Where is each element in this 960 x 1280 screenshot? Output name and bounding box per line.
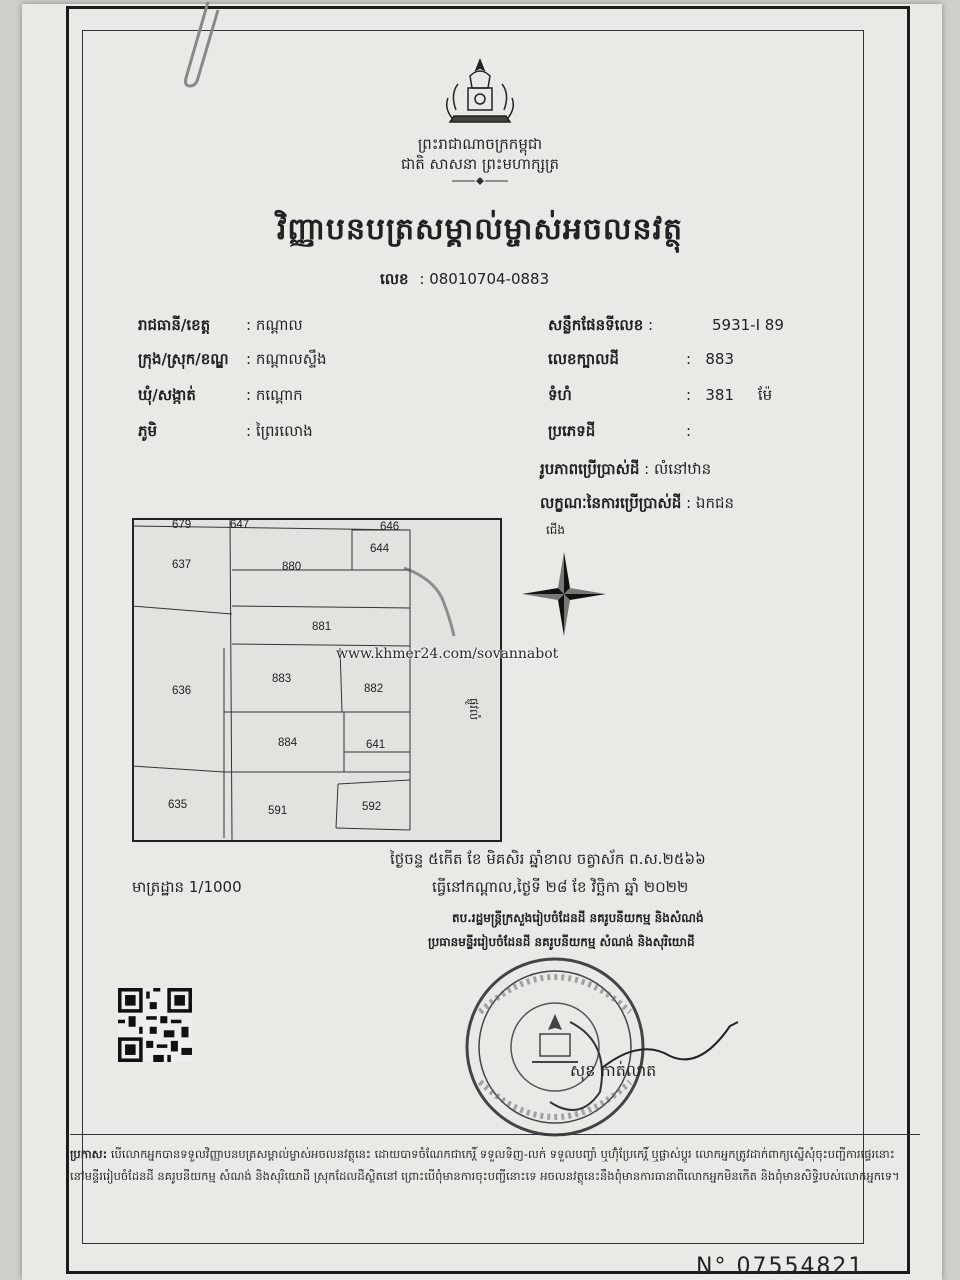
parcel-label: 880 bbox=[282, 561, 302, 573]
parcel-label: 882 bbox=[364, 683, 384, 695]
field-map-sheet-label: សន្លឹកផែនទីលេខ : bbox=[548, 316, 654, 334]
watermark-url: www.khmer24.com/sovannabot bbox=[336, 646, 559, 662]
parcel-label: 644 bbox=[370, 543, 390, 555]
qr-code-icon bbox=[118, 988, 192, 1062]
ornament-divider bbox=[450, 176, 510, 186]
field-usage-type: លក្ខណៈនៃការប្រើប្រាស់ដី : ឯកជន bbox=[540, 494, 735, 512]
road-label: ផ្លូវលំ bbox=[467, 698, 479, 720]
field-map-sheet-value: 5931-I 89 bbox=[712, 316, 784, 334]
parcel-label: 646 bbox=[380, 521, 400, 533]
parcel-label: 883 bbox=[272, 673, 292, 685]
notice-text bbox=[70, 1143, 912, 1187]
field-commune-value: : កណ្តោក bbox=[246, 386, 303, 404]
field-district-value: : កណ្តាលស្ទឹង bbox=[246, 350, 327, 368]
field-land-type-value: : bbox=[686, 422, 692, 440]
area-unit: ម៉ែ bbox=[757, 386, 773, 404]
field-province-value: : កណ្តាល bbox=[246, 316, 303, 334]
parcel-label: 647 bbox=[230, 519, 250, 531]
paper-clip-icon bbox=[178, 0, 228, 90]
notice-heading: ប្រកាស: bbox=[70, 1147, 108, 1161]
north-label: ជើង bbox=[546, 523, 566, 537]
certificate-number: លេខ : 08010704-0883 bbox=[380, 270, 550, 288]
field-commune-label: ឃុំ/សង្កាត់ bbox=[138, 386, 196, 404]
kingdom-line-2: ជាតិ សាសនា ព្រះមហាក្សត្រ bbox=[400, 155, 560, 173]
parcel-label: 637 bbox=[172, 559, 192, 571]
field-area-label: ទំហំ bbox=[548, 386, 572, 404]
parcel-label: 679 bbox=[172, 519, 192, 531]
notice-section bbox=[70, 1134, 920, 1245]
field-parcel-no-label: លេខក្បាលដី bbox=[548, 350, 619, 368]
number-value: 08010704-0883 bbox=[429, 270, 550, 288]
signatory-line-2: ប្រធានមន្ទីររៀបចំដែនដី នគរូបនីយកម្ម សំណង់ និងសុរិយោដី bbox=[428, 935, 695, 949]
map-scale: មាត្រដ្ឋាន 1/1000 bbox=[132, 878, 242, 896]
parcel-label: 884 bbox=[278, 737, 298, 749]
field-district-label: ក្រុង/ស្រុក/ខណ្ឌ bbox=[138, 350, 229, 368]
parcel-label: 641 bbox=[366, 739, 386, 751]
date-lunar: ថ្ងៃចន្ទ ៥កើត ខែ មិគសិរ ឆ្នាំខាល ចត្វាស័ក ព.ស.២៥៦៦ bbox=[390, 850, 706, 868]
compass-rose-icon bbox=[518, 548, 610, 640]
field-usage-form: រូបភាពប្រើប្រាស់ដី : លំនៅឋាន bbox=[540, 460, 712, 478]
date-solar: ធ្វើនៅកណ្តាល,ថ្ងៃទី ២៨ ខែ វិច្ឆិកា ឆ្នាំ ២០២២ bbox=[432, 878, 689, 896]
field-village-value: : ព្រៃរលោង bbox=[246, 422, 313, 440]
parcel-map bbox=[132, 518, 502, 842]
parcel-label: 635 bbox=[168, 799, 188, 811]
field-village-label: ភូមិ bbox=[138, 422, 158, 440]
parcel-label: 881 bbox=[312, 621, 332, 633]
field-area-value: : 381 ម៉ែ bbox=[686, 386, 773, 404]
field-parcel-no-value: : 883 bbox=[686, 350, 734, 368]
parcel-label: 591 bbox=[268, 805, 288, 817]
serial-number: N° 07554821 bbox=[696, 1254, 865, 1279]
kingdom-line-1: ព្រះរាជាណាចក្រកម្ពុជា bbox=[417, 135, 543, 153]
signatory-line-1: តប.រដ្ឋមន្ត្រីក្រសួងរៀបចំដែនដី នគរូបនីយកម្ម និងសំណង់ bbox=[452, 911, 704, 925]
signer-name: សុខ កាត់លាត bbox=[570, 1061, 657, 1080]
parcel-label: 636 bbox=[172, 685, 192, 697]
number-label: លេខ bbox=[380, 270, 409, 288]
parcel-label: 592 bbox=[362, 801, 382, 813]
notice-body: បើលោកអ្នកបានទទួលវិញ្ញាបនបត្រសម្គាល់ម្ចាស់អចលនវត្ថុនេះ ដោយបាទចំណែកជាកេរ្តិ៍ ទទួលទិញ-លក់ ទទួលបញ្ចាំ ឬហ៊ុំប្រែកេរ្តិ៍ ឬផ្លាស់ប្តូរ លោកអ្នកត្រូវដាក់ពាក្យស្នើសុំចុះបញ្ជីការផ្ទេរនោះ នៅមន្ទីររៀបចំដែនដី នគរូបនីយកម្ម សំណង់ និងសុរិយោដី ស្រុកដែលដីស្ថិតនៅ ព្រោះបើពុំមានការចុះបញ្ជីនោះទេ អចលនវត្ថុនេះនឹងពុំមានការធានាពីលោកអ្នកមិនកើត និងពុំមានសិទ្ធិរបស់លោកអ្នកទេ។ bbox=[70, 1147, 900, 1183]
kingdom-motto bbox=[300, 134, 660, 174]
field-land-type-label: ប្រភេទដី bbox=[548, 422, 596, 440]
royal-emblem-icon bbox=[440, 58, 520, 126]
field-province-label: រាជធានី/ខេត្ត bbox=[138, 316, 211, 334]
certificate-title: វិញ្ញាបនបត្រសម្គាល់ម្ចាស់អចលនវត្ថុ bbox=[276, 212, 684, 247]
